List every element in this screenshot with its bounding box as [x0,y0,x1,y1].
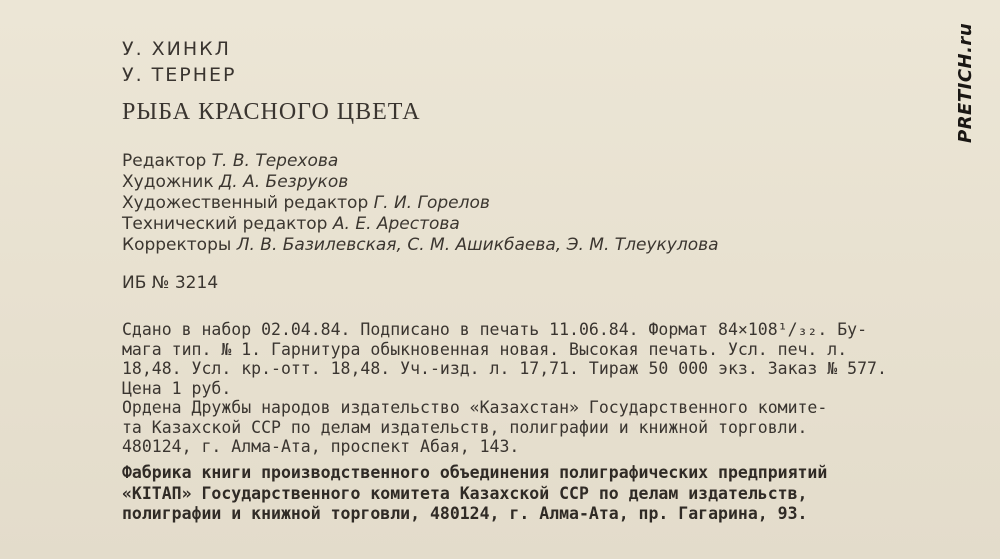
credit-name: Т. В. Терехова [211,151,339,171]
credit-artist [122,172,719,193]
ib-number: ИБ № 3214 [122,273,219,293]
imprint-line: та Казахской ССР по делам издательств, полиграфии и книжной торговли. [122,417,808,437]
credit-tech-editor [122,214,719,235]
credit-role: Технический редактор [122,214,328,234]
imprint-line: 18,48. Усл. кр.-отт. 18,48. Уч.-изд. л. 17,71. Тираж 50 000 экз. Заказ № 577. [122,359,887,378]
book-title: РЫБА КРАСНОГО ЦВЕТА [122,99,421,125]
author-1: У. ХИНКЛ [122,38,231,60]
credit-art-editor [122,193,719,214]
imprint-line: 480124, г. Алма-Ата, проспект Абая, 143. [122,437,520,456]
factory-line: полиграфии и книжной торговли, 480124, г. Алма-Ата, пр. Гагарина, 93. [122,504,808,523]
credit-role: Корректоры [122,235,232,255]
credit-proofreaders [122,235,719,256]
credit-editor [122,151,719,172]
credit-role: Художественный редактор [122,193,369,213]
imprint-line: Ордена Дружбы народов издательство «Казахстан» Государственного комите- [122,398,828,417]
factory-block [122,463,952,525]
factory-line: Фабрика книги производственного объединения полиграфических предприятий [122,463,828,482]
credit-name: Д. А. Безруков [219,172,349,192]
imprint-line: Сдано в набор 02.04.84. Подписано в печать 11.06.84. Формат 84×108¹/₃₂. Бу- [122,320,868,339]
author-2: У. ТЕРНЕР [122,64,237,86]
factory-line: «КІТАП» Государственного комитета Казахской ССР по делам издательств, [122,483,808,503]
site-watermark: PRETICH.ru [955,22,976,144]
imprint-line: мага тип. № 1. Гарнитура обыкновенная новая. Высокая печать. Усл. печ. л. [122,339,848,359]
imprint-block [122,320,952,457]
credit-name: Л. В. Базилевская, С. М. Ашикбаева, Э. М. Тлеукулова [236,235,719,255]
credit-role: Редактор [122,151,207,171]
imprint-line: Цена 1 руб. [122,378,232,398]
credit-name: Г. И. Горелов [373,193,490,213]
credit-role: Художник [122,172,214,192]
credit-name: А. Е. Арестова [332,214,460,234]
credits-list [122,151,719,256]
